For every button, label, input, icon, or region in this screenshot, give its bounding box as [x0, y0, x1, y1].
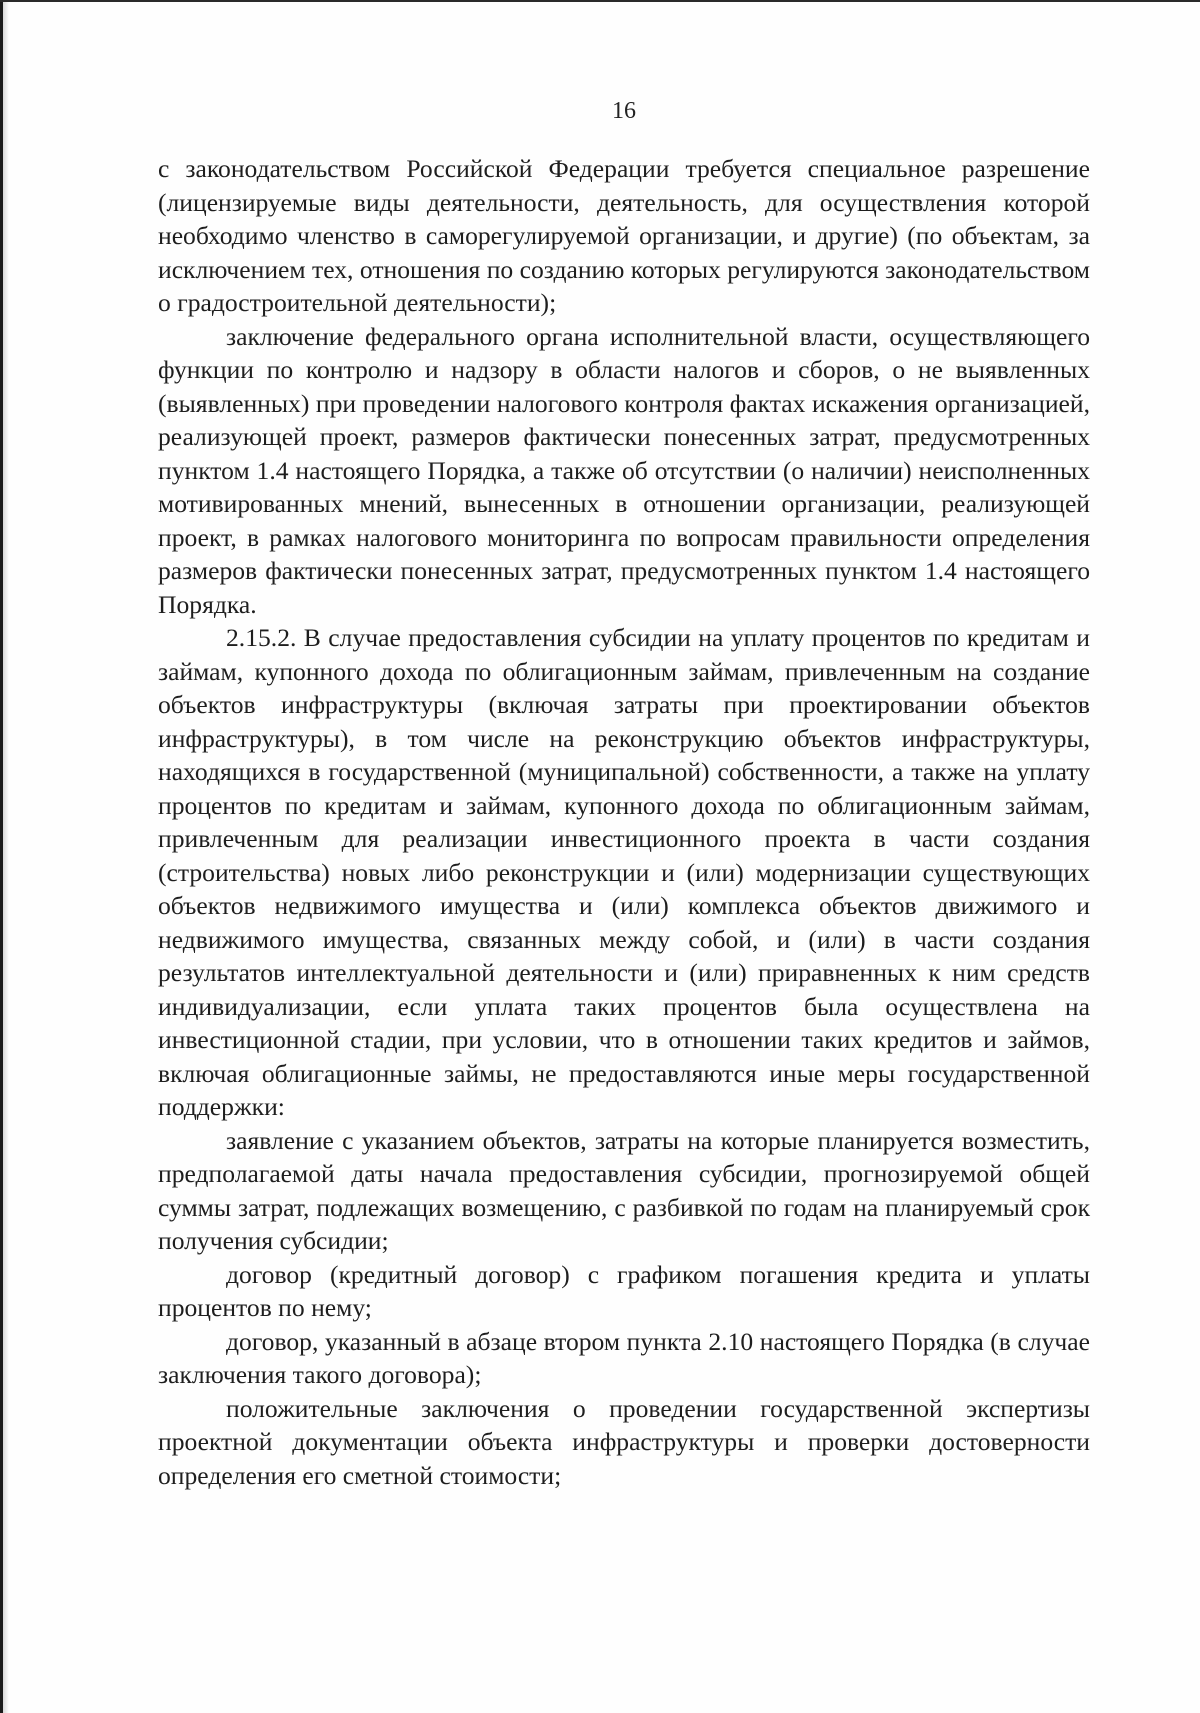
- paragraph-2-15-2: 2.15.2. В случае предоставления субсидии на уплату процентов по кредитам и займам, купонного дохода по облигационным займам, привлеченным на создание объектов инфраструктуры (включая затраты при проектировании объектов инфраструктуры), в том числе на реконструкцию объектов инфраструктуры, находящихся в государственной (муниципальной) собственности, а также на уплату процентов по кредитам и займам, купонного дохода по облигационным займам, привлеченным для реализации инвестиционного проекта в части создания (строительства) новых либо реконструкции и (или) модернизации существующих объектов недвижимого имущества и (или) комплекса объектов движимого и недвижимого имущества, связанных между собой, и (или) в части создания результатов интеллектуальной деятельности и (или) приравненных к ним средств индивидуализации, если уплата таких процентов была осуществлена на инвестиционной стадии, при условии, что в отношении таких кредитов и займов, включая облигационные займы, не предоставляются иные меры государственной поддержки:: [158, 623, 1090, 1121]
- paragraph-credit-agreement: договор (кредитный договор) с графиком погашения кредита и уплаты процентов по нему;: [158, 1259, 1090, 1322]
- document-body: [158, 152, 1090, 1492]
- paragraph-tax-conclusion: заключение федерального органа исполнительной власти, осуществляющего функции по контролю и надзору в области налогов и сборов, о не выявленных (выявленных) при проведении налогового контроля фактах искажения организацией, реализующей проект, размеров фактически понесенных затрат, предусмотренных пунктом 1.4 настоящего Порядка, а также об отсутствии (о наличии) неисполненных мотивированных мнений, вынесенных в отношении организации, реализующей проект, в рамках налогового мониторинга по вопросам правильности определения размеров фактически понесенных затрат, предусмотренных пунктом 1.4 настоящего Порядка.: [158, 321, 1090, 619]
- scan-left-shadow: [3, 0, 9, 1713]
- paragraph-continuation: с законодательством Российской Федерации требуется специальное разрешение (лицензируемые виды деятельности, деятельность, для осуществления которой необходимо членство в саморегулируемой организации, и другие) (по объектам, за исключением тех, отношения по созданию которых регулируются законодательством о градостроительной деятельности);: [158, 154, 1090, 317]
- scan-top-edge: [0, 0, 1200, 2]
- page-number: 16: [612, 98, 636, 124]
- paragraph-expertise: положительные заключения о проведении государственной экспертизы проектной документации объекта инфраструктуры и проверки достоверности определения его сметной стоимости;: [158, 1393, 1090, 1490]
- paragraph-application: заявление с указанием объектов, затраты на которые планируется возместить, предполагаемой даты начала предоставления субсидии, прогнозируемой общей суммы затрат, подлежащих возмещению, с разбивкой по годам на планируемый срок получения субсидии;: [158, 1125, 1090, 1255]
- paragraph-agreement-2-10: договор, указанный в абзаце втором пункта 2.10 настоящего Порядка (в случае заключения такого договора);: [158, 1326, 1090, 1389]
